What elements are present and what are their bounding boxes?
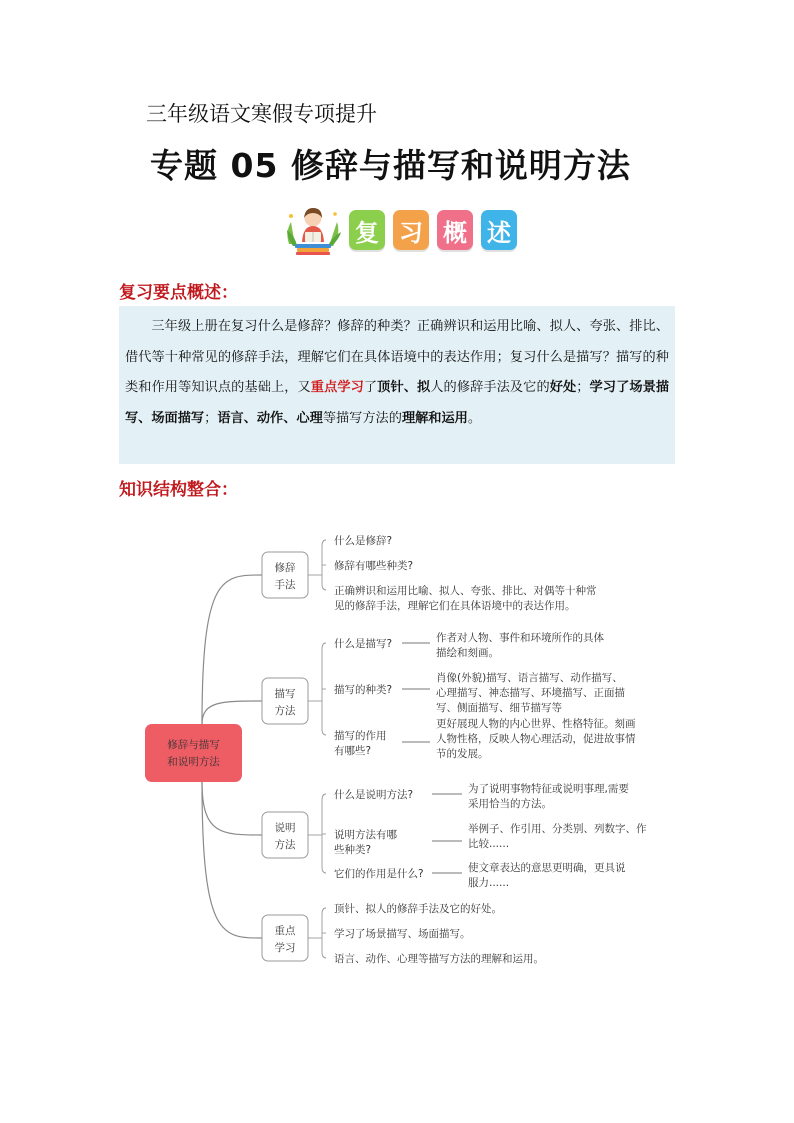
mindmap-item-question: 什么是修辞? — [334, 535, 393, 547]
mindmap-branch-node — [262, 552, 308, 598]
summary-text: 。 — [467, 410, 482, 426]
summary-text: 人 — [430, 380, 444, 395]
mindmap-item-answer: 节的发展。 — [436, 748, 489, 760]
mindmap-root-node — [145, 724, 242, 782]
mindmap-root-label: 和说明方法 — [167, 756, 220, 768]
summary-bold: 语言、动作、心理 — [217, 410, 323, 426]
mindmap-branch-label: 重点 — [274, 925, 296, 937]
mindmap-item-answer: 服力...... — [468, 877, 510, 889]
mindmap-item-question: 学习了场景描写、场面描写。 — [334, 928, 471, 940]
mindmap-canvas — [140, 528, 660, 978]
mindmap-item-answer: 人物性格，反映人物心理活动，促进故事情 — [436, 733, 636, 745]
mindmap-branch-label: 方法 — [274, 839, 296, 851]
mindmap-connector — [202, 701, 262, 724]
banner-tile-3: 概 — [437, 210, 473, 250]
mindmap-item-question: 它们的作用是什么? — [334, 868, 424, 880]
mindmap-item-question: 正确辨识和运用比喻、拟人、夸张、排比、对偶等十种常 — [334, 585, 597, 597]
mindmap-item-answer: 使文章表达的意思更明确，更具说 — [468, 862, 626, 874]
mindmap-item-question: 些种类? — [334, 844, 372, 856]
mindmap-item-question: 顶针、拟人的修辞手法及它的好处。 — [334, 903, 502, 915]
document-title: 专题 05 修辞与描写和说明方法 — [150, 146, 631, 185]
mindmap-branch-label: 描写 — [274, 688, 296, 700]
banner-tiles — [349, 210, 517, 250]
mindmap-item-question: 描写的种类? — [334, 684, 393, 696]
document-subtitle: 三年级语文寒假专项提升 — [146, 102, 377, 126]
summary-bold: 学习了场景描写、场面描写 — [125, 380, 670, 426]
mindmap-item-answer: 肖像(外貌)描写、语言描写、动作描写、 — [436, 672, 623, 684]
mindmap-item-answer: 写、侧面描写、细节描写等 — [436, 702, 562, 714]
mindmap-item-question: 见的修辞手法，理解它们在具体语境中的表达作用。 — [334, 600, 576, 612]
knowledge-mindmap — [140, 528, 660, 982]
mindmap-connector — [202, 782, 262, 938]
mindmap-item-answer: 描绘和刻画。 — [436, 647, 499, 659]
summary-text: ； — [204, 410, 218, 426]
mindmap-branch-label: 学习 — [274, 942, 296, 954]
mindmap-item-question: 什么是说明方法? — [334, 789, 414, 801]
mindmap-branch-node — [262, 812, 308, 858]
summary-bold: 顶针、拟 — [377, 380, 431, 395]
summary-text: 等描写方法的 — [322, 410, 402, 426]
mindmap-bracket — [322, 794, 326, 873]
knowledge-structure-heading: 知识结构整合： — [119, 480, 238, 500]
mindmap-item-answer: 心理描写、神态描写、环境描写、正面描 — [436, 687, 625, 699]
mindmap-item-question: 有哪些? — [334, 745, 372, 757]
mindmap-item-question: 语言、动作、心理等描写方法的理解和运用。 — [334, 953, 544, 965]
reading-girl-illustration — [283, 204, 343, 256]
mindmap-item-answer: 采用恰当的方法。 — [468, 798, 552, 810]
review-points-heading: 复习要点概述： — [119, 283, 238, 303]
summary-highlight-red: 重点学习 — [310, 380, 364, 395]
mindmap-item-answer: 作者对人物、事件和环境所作的具体 — [436, 632, 604, 644]
mindmap-root-label: 修辞与描写 — [167, 739, 220, 751]
mindmap-item-answer: 为了说明事物特征或说明事理,需要 — [468, 783, 629, 795]
mindmap-branch-label: 手法 — [274, 579, 296, 591]
summary-text: 三年级上册在复习什么是修辞？修辞的种类？正确辨识和运用比喻、拟人、夸张、排比、借代等十种常见的修辞手法，理解它们在具体语境中的表达作用；复习什么是描写？描写的种类和作用等知识点的基础上，又 — [125, 319, 669, 395]
mindmap-branch-label: 修辞 — [274, 562, 296, 574]
mindmap-item-question: 说明方法有哪 — [334, 829, 397, 841]
mindmap-item-question: 描写的作用 — [334, 730, 387, 742]
summary-text: ； — [576, 380, 590, 395]
mindmap-branch-node — [262, 678, 308, 724]
mindmap-item-question: 什么是描写? — [334, 638, 393, 650]
banner-tile-4: 述 — [481, 210, 517, 250]
mindmap-branch-label: 说明 — [274, 822, 296, 834]
mindmap-connector — [202, 782, 262, 835]
mindmap-item-answer: 举例子、作引用、分类别、列数字、作 — [468, 823, 647, 835]
review-summary-box — [119, 306, 675, 464]
mindmap-branch-label: 方法 — [274, 705, 296, 717]
banner-tile-2: 习 — [393, 210, 429, 250]
banner-tile-1: 复 — [349, 210, 385, 250]
mindmap-item-question: 修辞有哪些种类? — [334, 560, 414, 572]
review-summary-paragraph — [125, 312, 669, 434]
summary-text: 了 — [363, 380, 378, 395]
summary-text: 的修辞手法及它的 — [443, 380, 550, 395]
summary-bold: 好处 — [549, 380, 577, 395]
summary-bold: 理解和运用 — [401, 410, 468, 426]
mindmap-branch-node — [262, 915, 308, 961]
mindmap-item-answer: 更好展现人物的内心世界、性格特征。刻画 — [436, 718, 636, 730]
mindmap-item-answer: 比较...... — [468, 838, 510, 850]
review-overview-banner — [283, 204, 517, 256]
